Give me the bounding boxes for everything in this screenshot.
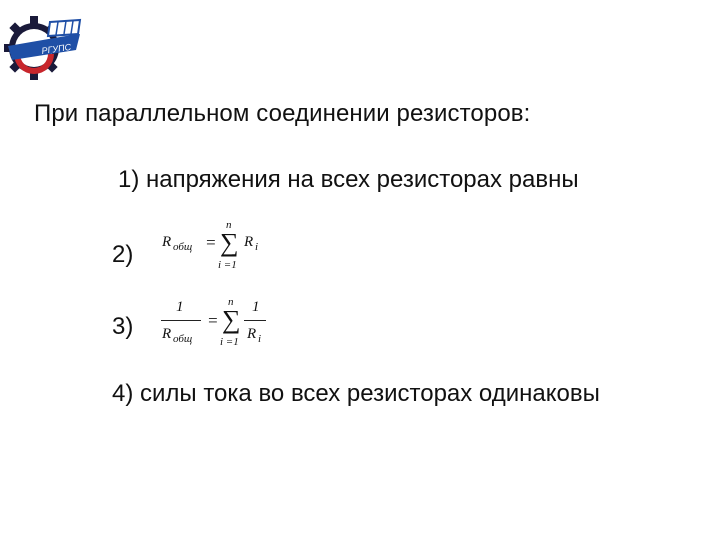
formula3-sum-symbol: ∑ bbox=[222, 305, 241, 334]
logo-text: РГУПС bbox=[40, 41, 72, 56]
list-item-2-number: 2) bbox=[112, 241, 134, 268]
formula3-lhs-numerator: 1 bbox=[176, 299, 184, 315]
formula2-upper-limit: n bbox=[226, 219, 232, 231]
university-logo bbox=[0, 14, 86, 86]
slide-heading: При параллельном соединении резисторов: bbox=[34, 100, 531, 127]
formula3-equals: = bbox=[207, 311, 219, 330]
list-item-3-number: 3) bbox=[112, 313, 134, 340]
formula2-sum-symbol: ∑ bbox=[220, 228, 239, 257]
formula3-rhs-fraction-bar bbox=[244, 320, 266, 321]
formula3-rhs-numerator: 1 bbox=[252, 299, 260, 315]
formula3-lower-limit: i =1 bbox=[220, 336, 239, 348]
formula3-lhs-symbol: R bbox=[162, 326, 172, 342]
gear-logo-icon bbox=[0, 14, 86, 86]
formula2-lhs-subscript: общ bbox=[173, 241, 193, 253]
formula3-upper-limit: n bbox=[228, 296, 234, 308]
formula3-lhs-subscript: общ bbox=[173, 333, 193, 345]
formula2-lower-limit: i =1 bbox=[218, 259, 237, 271]
formula3-rhs-subscript: i bbox=[258, 333, 262, 345]
formula2-rhs-subscript: i bbox=[255, 241, 259, 253]
formula3-rhs-symbol: R bbox=[247, 326, 257, 342]
formula2-rhs-symbol: R bbox=[244, 234, 254, 250]
formula2-equals: = bbox=[205, 233, 217, 252]
list-item-1: 1) напряжения на всех резисторах равны bbox=[118, 166, 579, 193]
formula3-lhs-fraction-bar bbox=[161, 320, 201, 321]
list-item-4: 4) силы тока во всех резисторах одинаковы bbox=[112, 380, 600, 407]
formula2-lhs-symbol: R bbox=[162, 234, 172, 250]
